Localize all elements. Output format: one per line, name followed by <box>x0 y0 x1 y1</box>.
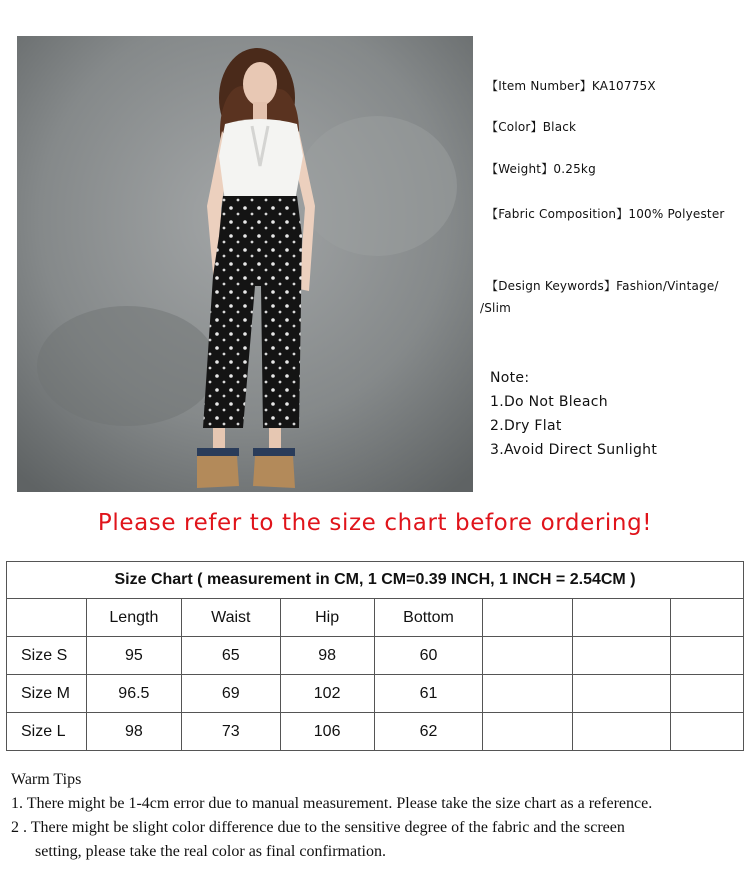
header-cell: Waist <box>181 599 280 637</box>
tips-title: Warm Tips <box>11 771 82 788</box>
header-cell: Length <box>86 599 181 637</box>
table-row <box>7 713 744 751</box>
warm-tips <box>11 768 652 864</box>
design-keywords: 【Design Keywords】Fashion/Vintage/ <box>486 279 719 293</box>
size-label: Size L <box>7 713 87 751</box>
fabric-spec: 【Fabric Composition】100% Polyester <box>486 207 725 221</box>
table-row <box>7 675 744 713</box>
note-item: 1.Do Not Bleach <box>490 394 608 410</box>
item-number: 【Item Number】KA10775X <box>486 79 656 93</box>
table-cell: 61 <box>374 675 483 713</box>
table-cell: 95 <box>86 637 181 675</box>
table-row <box>7 637 744 675</box>
size-chart-headline: Please refer to the size chart before ordering! <box>97 510 653 536</box>
table-header-row <box>7 599 744 637</box>
tip-line: 2 . There might be slight color difference due to the sensitive degree of the fabric and the screen <box>11 819 625 836</box>
header-cell <box>483 599 573 637</box>
table-cell <box>671 637 744 675</box>
table-cell <box>671 713 744 751</box>
table-cell <box>483 637 573 675</box>
note-item: 3.Avoid Direct Sunlight <box>490 442 658 458</box>
size-chart-caption-row <box>7 562 744 599</box>
size-label: Size S <box>7 637 87 675</box>
table-cell: 73 <box>181 713 280 751</box>
table-cell <box>483 713 573 751</box>
tip-line: 1. There might be 1-4cm error due to manual measurement. Please take the size chart as a reference. <box>11 795 653 812</box>
size-chart-caption: Size Chart ( measurement in CM, 1 CM=0.39 INCH, 1 INCH = 2.54CM ) <box>7 562 744 599</box>
header-cell: Bottom <box>374 599 483 637</box>
table-cell: 98 <box>280 637 374 675</box>
table-cell <box>483 675 573 713</box>
size-chart-table <box>6 561 744 751</box>
table-cell: 62 <box>374 713 483 751</box>
note-title: Note: <box>490 370 530 386</box>
size-label: Size M <box>7 675 87 713</box>
note-item: 2.Dry Flat <box>490 418 562 434</box>
table-cell <box>573 637 671 675</box>
design-keywords-cont: /Slim <box>480 301 512 315</box>
product-photo <box>17 36 473 492</box>
color-spec: 【Color】Black <box>486 120 577 134</box>
header-cell: Hip <box>280 599 374 637</box>
weight-spec: 【Weight】0.25kg <box>486 162 596 176</box>
header-cell <box>671 599 744 637</box>
table-cell: 96.5 <box>86 675 181 713</box>
table-cell <box>671 675 744 713</box>
table-cell <box>573 675 671 713</box>
table-cell <box>573 713 671 751</box>
table-cell: 69 <box>181 675 280 713</box>
care-note <box>490 366 657 462</box>
table-cell: 60 <box>374 637 483 675</box>
table-cell: 65 <box>181 637 280 675</box>
table-cell: 98 <box>86 713 181 751</box>
table-cell: 102 <box>280 675 374 713</box>
model-photo-icon <box>17 36 473 492</box>
tip-line: setting, please take the real color as final confirmation. <box>35 843 386 860</box>
header-cell <box>7 599 87 637</box>
header-cell <box>573 599 671 637</box>
table-cell: 106 <box>280 713 374 751</box>
